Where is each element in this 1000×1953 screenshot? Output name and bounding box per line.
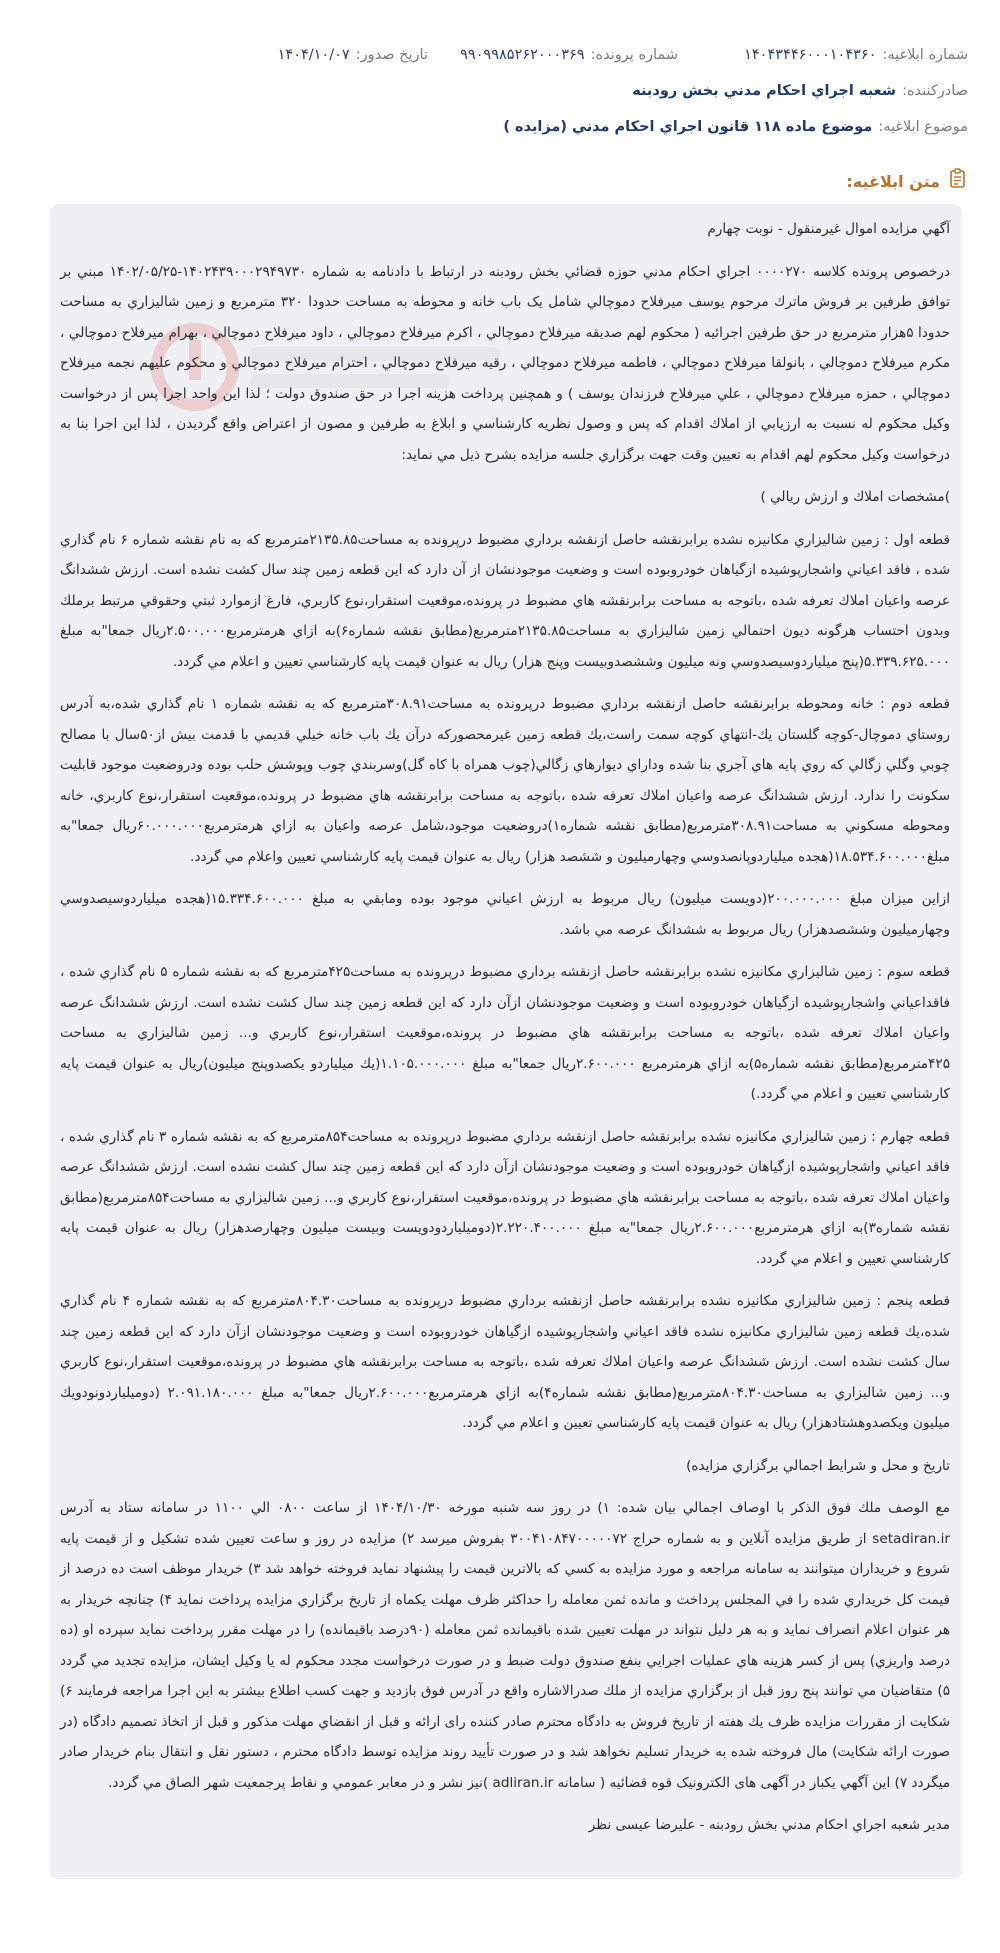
notice-body xyxy=(60,214,950,1853)
issue-date-label: تاریخ صدور: xyxy=(355,47,428,63)
meta-row-numbers xyxy=(32,40,968,70)
parcel-3-paragraph: قطعه سوم : زمين شاليزاري مكانيزه نشده برابرنقشه حاصل ازنقشه برداري مضبوط درپرونده به مساحت۴۲۵مترمربع كه به نقشه شماره ۵ نام گذاري شده ، فاقداعياني واشجارپوشيده ازگياهان خودروبوده است و وضعيت موجودنشان ازآن دارد كه اين قطعه زمين چند سال كشت نشده است. ارزش ششدانگ عرصه واعيان املاك تعرفه شده ،باتوجه به مساحت برابرنقشه هاي مضبوط در پرونده،موقعيت استقرار،نوع كاربري و... زمين شاليزاري به مساحت ۴۲۵مترمربع(مطابق نقشه شماره۵)به ازاي هرمترمربع ۲.۶۰۰.۰۰۰ريال جمعا"به مبلغ ۱.۱۰۵.۰۰۰.۰۰۰(يك ميلياردو يكصدوپنج ميليون)ريال به عنوان قيمت پايه كارشناسي تعيين و اعلام مي گردد.) xyxy=(60,964,950,1102)
case-number-label: شماره پرونده: xyxy=(590,47,678,63)
meta-row-issuer xyxy=(32,76,968,106)
properties-heading: )مشخصات املاك و ارزش ريالي ) xyxy=(760,489,950,505)
case-number xyxy=(428,47,678,63)
signature-line: مدير شعبه اجراي احكام مدني بخش رودبنه - عليرضا عيسى نظر xyxy=(588,1817,950,1833)
parcel-5-paragraph: قطعه پنجم : زمين شاليزاري مكانيزه نشده برابرنقشه حاصل ازنقشه برداري مضبوط درپرونده به مساحت۸۰۴.۳۰مترمربع كه به نقشه شماره ۴ نام گذاري شده،يك قطعه زمين شاليزاري مكانيزه نشده فاقد اعياني واشجارپوشيده ازگياهان خودروبوده است و وضعيت موجودنشان ازآن دارد كه اين قطعه زمين چند سال كشت نشده است. ارزش ششدانگ عرصه واعيان املاك تعرفه شده ،باتوجه به مساحت برابرنقشه هاي مضبوط در پرونده،موقعيت استقرار،نوع كاربري و... زمين شاليزاري به مساحت۸۰۴.۳۰مترمربع(مطابق نقشه شماره۴)به ازاي هرمترمربع۲.۶۰۰.۰۰۰ريال جمعا"به مبلغ ۲.۰۹۱.۱۸۰.۰۰۰ (دوميلياردونودويك ميليون ويكصدوهشتادهزار) ريال به عنوان قيمت پايه كارشناسي تعيين و اعلام مي گردد. xyxy=(60,1293,951,1431)
issue-date xyxy=(278,47,428,63)
conditions-paragraph: مع الوصف ملك فوق الذكر با اوصاف اجمالي بيان شده: ۱) در روز سه شنبه مورخه ۱۴۰۴/۱۰/۳۰ از ساعت ۰۸۰۰ الي ۱۱۰۰ در سامانه ستاد به آدرس setadiran.ir از طريق مزايده آنلاين و به شماره حراج ۳۰۰۴۱۰۸۴۷۰۰۰۰۰۷۲ بفروش ميرسد ۲) مزايده در روز و ساعت تعيين شده تشكيل و از قيمت پايه شروع و خريداران ميتوانند به سامانه مراجعه و مورد مزايده به كسي كه بالاترين قيمت را پيشنهاد نمايد فروخته خواهد شد ۳) خريدار موظف است ده درصد از قيمت كل خريداري شده را في المجلس پرداخت و مانده ثمن معامله را حداكثر ظرف مهلت يكماه از تاريخ برگزاري مزايده پرداخت نمايد ۴) چنانچه خريدار به هر عنوان اعلام انصراف نمايد و به هر دليل نتواند در مهلت تعيين شده باقيمانده ثمن معامله (۹۰درصد باقيمانده) را در مهلت مقرر پرداخت نمايد سپرده او (ده درصد واريزي) پس از كسر هزينه هاي عمليات اجرايي بنفع صندوق دولت ضبط و در صورت درخواست مجدد محكوم له يا وكيل ايشان، مزايده تجديد مي گردد ۵) متقاضيان مي توانند پنج روز قبل از برگزاري مزايده از ملك صدرالاشاره واقع در آدرس فوق بازديد و جهت كسب اطلاع بيشتر به اين اجرا مراجعه فرمايند ۶) شكايت از مقررات مزايده ظرف يك هفته از تاريخ فروش به دادگاه محترم صادر كننده رای ارائه و قبل از انقضاي مهلت مذكور و قبل از اتخاذ تصميم دادگاه (در صورت ارائه شكايت) مال فروخته شده به خريدار تسليم نخواهد شد و در صورت تأييد روند مزايده توسط دادگاه محترم ، دستور نقل و انتقال بنام خريدار صادر ميگردد ۷) اين آگهي يكبار در آگهی های الکترونیک قوه قضائیه ( سامانه adliran.ir )نيز نشر و در معابر عمومي و نقاط پرجمعيت شهر الصاق مي گردد. xyxy=(60,1500,951,1791)
notice-number-label: شماره ابلاغیه: xyxy=(882,47,968,63)
parcel-2-paragraph: قطعه دوم : خانه ومحوطه برابرنقشه حاصل ازنقشه برداري مضبوط درپرونده به مساحت۳۰۸.۹۱مترمربع كه به نقشه شماره ۱ نام گذاري شده،به آدرس روستاي دموچال-كوچه گلستان يك-انتهاي كوچه سمت راست،يك قطعه زمين غيرمحصوركه درآن يك باب خانه خيلي قديمي با قدمت بيش از۵۰سال با مصالح چوبي وگلي زگالي كه روي پايه هاي آجري بنا شده وداراي ديوارهاي زگالي(چوب همراه با كاه گل)وسربندي چوب وپوشش حلب بوده ودروضعيت موجود قابليت سكونت را ندارد. ارزش ششدانگ عرصه واعيان املاك تعرفه شده ،باتوجه به مساحت برابرنقشه هاي مضبوط در پرونده،موقعيت استقرار،نوع كاربري، خانه ومحوطه مسكوني به مساحت۳۰۸.۹۱مترمربع(مطابق نقشه شماره۱)دروضعيت موجود،شامل عرصه واعيان به ازاي هرمترمربع۶۰.۰۰۰.۰۰۰ريال جمعا"به مبلغ۱۸.۵۳۴.۶۰۰.۰۰۰(هجده ميلياردوپانصدوسي وچهارميليون و ششصد هزار) ريال به عنوان قيمت پايه كارشناسي تعيين واعلام مي گردد. xyxy=(60,696,951,865)
issuer-value: شعبه اجراي احكام مدني بخش رودبنه xyxy=(632,83,897,99)
parcel-4-paragraph: قطعه چهارم : زمين شاليزاري مكانيزه نشده برابرنقشه حاصل ازنقشه برداري مضبوط درپرونده به مساحت۸۵۴مترمربع كه به نقشه شماره ۳ نام گذاري شده ، فاقد اعياني واشجارپوشيده ازگياهان خودروبوده است و وضعيت موجودنشان ازآن دارد كه اين قطعه زمين چند سال كشت نشده است. ارزش ششدانگ عرصه واعيان املاك تعرفه شده ،باتوجه به مساحت برابرنقشه هاي مضبوط در پرونده،موقعيت استقرار،نوع كاربري و... زمين شاليزاري به مساحت۸۵۴مترمربع(مطابق نقشه شماره۳)به ازاي هرمترمربع۲.۶۰۰.۰۰۰ريال جمعا"به مبلغ ۲.۲۲۰.۴۰۰.۰۰۰(دوميلياردودويست وبيست ميليون وچهارصدهزار) ريال به عنوان قيمت پايه كارشناسي تعيين و اعلام مي گردد. xyxy=(60,1128,950,1267)
case-number-value: ۹۹۰۹۹۸۵۲۶۲۰۰۰۳۶۹ xyxy=(460,47,585,63)
meta-row-subject xyxy=(32,112,968,142)
notice-number-value: ۱۴۰۴۳۴۴۶۰۰۰۱۰۴۳۶۰ xyxy=(744,47,877,63)
document-icon xyxy=(948,168,968,194)
subject-label: موضوع ابلاغیه: xyxy=(878,119,968,135)
auction-heading: آگهي مزايده اموال غيرمنقول - نوبت چهارم xyxy=(707,221,950,237)
notice-text-title: متن ابلاغیه: xyxy=(846,171,940,191)
notice-meta xyxy=(32,40,968,148)
parcel-2-breakdown: ازاين ميزان مبلغ ۲۰۰.۰۰۰.۰۰۰(دويست ميليون) ريال مربوط به ارزش اعياني موجود بوده ومابقي به مبلغ ۱۵.۳۳۴.۶۰۰.۰۰۰(هجده ميلياردوسيصدوسي وچهارميليون وششصدهزار) ريال مربوط به ششدانگ عرصه مي باشد. xyxy=(60,891,950,938)
parcel-1-paragraph: قطعه اول : زمين شاليزاري مكانيزه نشده برابرنقشه حاصل ازنقشه برداري مضبوط درپرونده به مساحت۲۱۳۵.۸۵مترمربع كه به نام نقشه شماره ۶ نام گذاري شده ، فاقد اعياني واشجارپوشيده ازگياهان خودروبوده است و وضعيت موجودنشان از آن دارد كه اين قطعه زمين چند سال كشت نشده است. ارزش ششدانگ عرصه واعيان املاك تعرفه شده ،باتوجه به مساحت برابرنقشه هاي مضبوط در پرونده،موقعيت استقرار،نوع كاربري، فارغ ازموارد ثبتي وحقوقي مرتبط برملك وبدون احتساب هرگونه ديون احتمالي زمين شاليزاري به مساحت۲۱۳۵.۸۵مترمربع(مطابق نقشه شماره۶)به ازاي هرمترمربع۲.۵۰۰.۰۰۰ريال جمعا"به مبلغ ۵.۳۳۹.۶۲۵.۰۰۰(پنج ميلياردوسيصدوسي ونه ميليون وششصدوبيست وپنج هزار) ريال به عنوان قيمت پايه كارشناسي تعيين و اعلام مي گردد. xyxy=(60,531,951,670)
issue-date-value: ۱۴۰۴/۱۰/۰۷ xyxy=(277,47,350,63)
subject-value: موضوع ماده ۱۱۸ قانون اجراي احكام مدني (مزايده ) xyxy=(503,119,873,135)
notice-number xyxy=(678,47,968,63)
notice-text-heading xyxy=(846,168,968,194)
issuer-label: صادرکننده: xyxy=(902,83,968,99)
intro-paragraph: درخصوص پرونده كلاسه ۰۰۰۰۲۷۰ اجراي احكام مدني حوزه قضائي بخش رودبنه در ارتباط با دادنامه به شماره ۱۴۰۲۴۳۹۰۰۰۲۹۴۹۷۳۰-۱۴۰۲/۰۵/۲۵ مبني بر توافق طرفين بر فروش ماترك مرحوم يوسف ميرفلاح دموچالي شامل يک باب خانه و محوطه به مساحت حدودا ۳۲۰ مترمربع و زمين شاليزاري به مساحت حدودا ۵هزار مترمربع در حق طرفين اجرائيه ( محكوم لهم صديقه ميرفلاح دموچالي ، اكرم ميرفلاح دموچالي ، داود ميرفلاح دموچالي ، بهرام ميرفلاح دموچالي ، مكرم ميرفلاح دموچالي ، بانولقا ميرفلاح دموچالي ، فاطمه ميرفلاح دموچالي ، رقيه ميرفلاح دموچالي ، احترام ميرفلاح دموچالي و محكوم عليهم نجمه ميرفلاح دموچالي ، حمزه ميرفلاح دموچالي ، علي ميرفلاح فرزندان يوسف ) و همچنين پرداخت هزينه اجرا در حق صندوق دولت ؛ لذا اين واحد اجرا پس از درخواست وكيل محكوم له نسبت به ارزيابي از املاك اقدام كه پس و وصول نظريه كارشناسي و ابلاغ به طرفين و مصون از اعتراض واقع گرديدن ، لذا اين اجرا بنا به درخواست وكيل محكوم لهم اقدام به تعيين وقت جهت برگزاري جلسه مزايده بشرح ذيل مي نمايد: xyxy=(60,263,950,463)
conditions-heading: تاريخ و محل و شرايط اجمالي برگزاري مزايده) xyxy=(686,1457,950,1474)
